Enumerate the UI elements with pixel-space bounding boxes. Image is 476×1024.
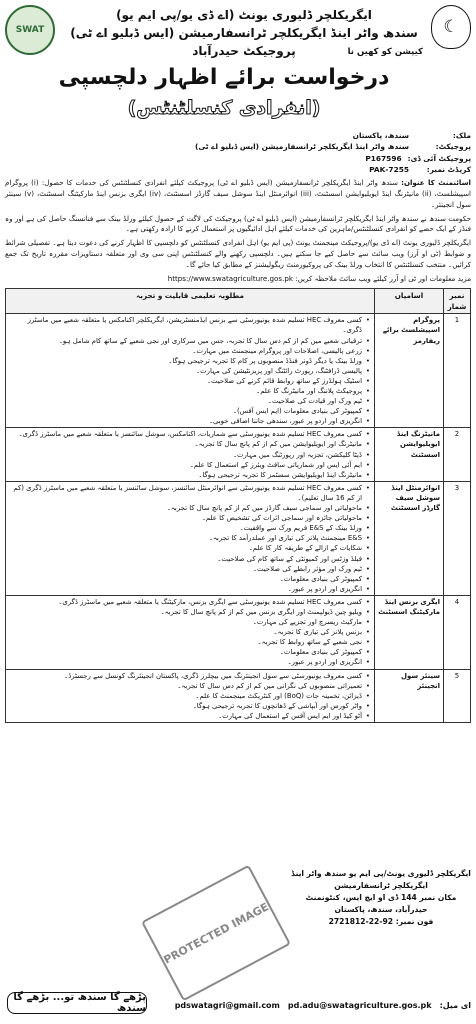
- requirements-list: [9, 671, 371, 721]
- info-row: [5, 130, 471, 141]
- invitation-paragraph: [5, 238, 471, 270]
- requirement-item: • انگریزی اور اردو پر عبور۔: [9, 657, 362, 667]
- position-requirements: [6, 428, 375, 481]
- swat-logo-icon: [5, 5, 55, 55]
- requirement-item: • ٹیم ورک اور مؤثر رابطے کی صلاحیت۔: [9, 564, 362, 574]
- requirement-item: • انگریزی اور اردو پر عبور۔: [9, 584, 362, 594]
- requirement-item: • تعمیراتی منصوبوں کی نگرانی میں کم از کم دس سال کا تجربہ۔: [9, 681, 362, 691]
- requirement-item: • زرعی پالیسی، اصلاحات اور پروگرام مینجمنٹ میں مہارت۔: [9, 346, 362, 356]
- info-label: پروجیکٹ آئی ڈی:: [407, 153, 471, 163]
- position-name: ایگری بزنس اینڈ مارکیٹنگ اسسٹنٹ: [375, 595, 444, 669]
- row-number: 1: [444, 314, 471, 428]
- website-text: مزید معلومات اور ٹی او آرز کیلئے ویب سائٹ ملاحظہ کریں:: [295, 273, 471, 283]
- requirement-item: • ڈیزائن، تخمینہ جات (BoQ) اور کنٹریکٹ مینجمنٹ کا علم۔: [9, 691, 362, 701]
- requirement-item: • شکایات کے ازالے کے طریقہ کار کا علم۔: [9, 543, 362, 553]
- row-number: 2: [444, 428, 471, 481]
- column-header-requirements: مطلوبہ تعلیمی قابلیت و تجربہ: [6, 289, 375, 314]
- info-value: P167596: [365, 153, 402, 163]
- requirement-item: • اسٹیک ہولڈرز کے ساتھ روابط قائم کرنے کی صلاحیت۔: [9, 376, 362, 386]
- financing-paragraph: [5, 214, 471, 236]
- protected-image-watermark: PROTECTED IMAGE: [141, 865, 291, 1002]
- info-value: 7255-PAK: [369, 164, 409, 174]
- invitation-text: ایگریکلچر ڈلیوری یونٹ (اے ڈی یو)/پروجیکٹ مینجمنٹ یونٹ (پی ایم یو) اہل انفرادی کنسلٹنٹس کو دلچسپی کا اظہار کرنے کی دعوت دیتا ہے۔ تفصیلی شرائط و ضوابط (ٹی او آرز) ویب سائٹ سے حاصل کیے جا سکتے ہیں۔ دلچسپی رکھنے والے کنسلٹنٹس اپنی سی وی اور متعلقہ دستاویزات مقررہ تاریخ تک جمع کرائیں۔ منتخب کنسلٹنٹس کا انتخاب ورلڈ بینک کی پروکیورمنٹ ریگولیشنز کے مطابق کیا جائے گا۔: [5, 238, 471, 269]
- assignment-text: سندھ واٹر اینڈ ایگریکلچر ٹرانسفارمیشن (ایس ڈبلیو اے ٹی) پروجیکٹ کیلئے انفرادی کنسلٹنٹس کی خدمات کا حصول: (i) پروگرام اسپیشلسٹ، (ii) مانیٹرنگ اینڈ ایویلیوایشن اسسٹنٹ، (iii) انوائرمنٹل اینڈ سوشل سیف گارڈز اسسٹنٹ، (iv) ایگری بزنس اینڈ مارکیٹنگ اسسٹنٹ، (v) سینئر سول انجینئر۔: [5, 178, 471, 209]
- requirement-item: • مانیٹرنگ اور ایویلیوایشن میں کم از کم پانچ سال کا تجربہ۔: [9, 439, 362, 449]
- info-row: [5, 141, 471, 152]
- government-emblem-icon: ☾: [431, 5, 471, 49]
- header: [5, 3, 471, 63]
- position-requirements: [6, 314, 375, 428]
- requirement-item: • مانیٹرنگ اینڈ ایویلیوایشن سسٹمز کا تجربہ ترجیحی ہوگا۔: [9, 470, 362, 480]
- positions-table: [5, 288, 471, 723]
- table-row: [6, 669, 471, 722]
- org-line-2: سندھ واٹر اینڈ ایگریکلچر ٹرانسفارمیشن (ایس ڈبلیو اے ٹی) پروجیکٹ حیدرآباد: [70, 26, 418, 58]
- requirement-item: • کسی معروف HEC تسلیم شدہ یونیورسٹی سے ایگری بزنس، مارکیٹنگ یا متعلقہ شعبے میں ماسٹرز ڈگری۔: [9, 597, 362, 607]
- requirement-item: • ویلیو چین ڈیولپمنٹ اور ایگری بزنس میں کم از کم پانچ سال کا تجربہ۔: [9, 607, 362, 617]
- email-address-secondary[interactable]: pdswatagri@gmail.com: [174, 1001, 280, 1010]
- requirements-list: [9, 483, 371, 594]
- requirement-item: • ترقیاتی شعبے میں کم از کم دس سال کا تجربہ، جس میں سرکاری اور نجی شعبے کے ساتھ کام شامل ہو۔: [9, 336, 362, 346]
- requirement-item: • E&S مینجمنٹ پلانز کی تیاری اور عملدرآمد کا تجربہ۔: [9, 533, 362, 543]
- email-line: [175, 1001, 471, 1010]
- financing-text: حکومت سندھ نے سندھ واٹر اینڈ ایگریکلچر ٹرانسفارمیشن (ایس ڈبلیو اے ٹی) پروجیکٹ کی لاگت کے حصول کیلئے ورلڈ بینک سے فنانسنگ حاصل کی ہے اور وہ فنڈز کے ایک حصے کو انفرادی کنسلٹنٹس/ماہرین کی خدمات کیلئے اہل ادائیگیوں پر استعمال کرنے کا ارادہ رکھتی ہے۔: [5, 213, 471, 234]
- phone-number: فون نمبر: 92-22-2721812: [328, 917, 434, 926]
- row-number: 5: [444, 669, 471, 722]
- address-line-1: ایگریکلچر ڈلیوری یونٹ/پی ایم یو سندھ واٹر اینڈ ایگریکلچر ٹرانسفارمیشن: [291, 869, 471, 890]
- info-row: [5, 153, 471, 164]
- requirement-item: • پروجیکٹ پلاننگ اور مانیٹرنگ کا علم۔: [9, 386, 362, 396]
- info-value: سندھ، پاکستان: [352, 131, 409, 140]
- requirement-item: • پالیسی ڈرافٹنگ، رپورٹ رائٹنگ اور پریزنٹیشن کی مہارت۔: [9, 366, 362, 376]
- info-label: پروجیکٹ:: [435, 142, 471, 152]
- table-header-row: [6, 289, 471, 314]
- table-row: [6, 314, 471, 428]
- address-line-2: مکان نمبر 144 ڈی او ایچ ایس، کنٹونمنٹ حیدرآباد، سندھ، پاکستان: [305, 893, 457, 914]
- requirement-item: • فیلڈ وزٹس اور کمیونٹی کے ساتھ کام کی صلاحیت۔: [9, 554, 362, 564]
- requirement-item: • انگریزی اور اردو پر عبور، سندھی جاننا اضافی خوبی۔: [9, 416, 362, 426]
- caption-label: کیپشن کو کھیں نا: [347, 47, 423, 57]
- requirements-list: [9, 315, 371, 426]
- position-requirements: [6, 669, 375, 722]
- position-requirements: [6, 595, 375, 669]
- info-row: [5, 164, 471, 175]
- row-number: 4: [444, 595, 471, 669]
- requirement-item: • مارکیٹ ریسرچ اور تجزیے کی مہارت۔: [9, 617, 362, 627]
- requirement-item: • ماحولیاتی اور سماجی سیف گارڈز میں کم از کم پانچ سال کا تجربہ۔: [9, 503, 362, 513]
- swat-logo-text: SWAT: [15, 25, 45, 35]
- requirement-item: • ڈیٹا کلیکشن، تجزیہ اور رپورٹنگ میں مہارت۔: [9, 450, 362, 460]
- title-line-2: (انفرادی کنسلٹنٹس): [127, 97, 321, 119]
- email-address-primary[interactable]: pd.adu@swatagriculture.gos.pk: [287, 1001, 432, 1010]
- email-label: ای میل:: [439, 1001, 471, 1010]
- position-name: پروگرام اسپیشلسٹ برائے ریفارمز: [375, 314, 444, 428]
- requirement-item: • کسی معروف یونیورسٹی سے سول انجینئرنگ میں بیچلرز ڈگری، پاکستان انجینئرنگ کونسل سے رجسٹرڈ۔: [9, 671, 362, 681]
- website-paragraph: [5, 274, 471, 285]
- table-row: [6, 595, 471, 669]
- info-value: سندھ واٹر اینڈ ایگریکلچر ٹرانسفارمیشن (ایس ڈبلیو اے ٹی): [194, 142, 409, 152]
- requirements-list: [9, 597, 371, 668]
- requirement-item: • بزنس پلانز کی تیاری کا تجربہ۔: [9, 627, 362, 637]
- requirement-item: • کسی معروف HEC تسلیم شدہ یونیورسٹی سے بزنس ایڈمنسٹریشن، ایگریکلچر اکنامکس یا متعلقہ شعبے میں ماسٹرز ڈگری۔: [9, 315, 362, 335]
- position-name: سینئر سول انجینئر: [375, 669, 444, 722]
- requirement-item: • آٹو کیڈ اور ایم ایس آفس کے استعمال کی مہارت۔: [9, 711, 362, 721]
- row-number: 3: [444, 481, 471, 595]
- info-label: کریڈٹ نمبر:: [426, 164, 471, 174]
- assignment-title-label: اسائنمنٹ کا عنوان:: [401, 178, 471, 188]
- requirement-item: • ٹیم ورک اور قیادت کی صلاحیت۔: [9, 396, 362, 406]
- title-banner: [37, 63, 411, 127]
- requirement-item: • کمپیوٹر کی بنیادی معلومات (ایم ایس آفس)۔: [9, 406, 362, 416]
- requirement-item: • ایم آئی ایس اور شماریاتی سافٹ ویئرز کے استعمال کا علم۔: [9, 460, 362, 470]
- website-link[interactable]: https://www.swatagriculture.gos.pk: [167, 273, 293, 283]
- education-slogan: پڑھے گا سندھ تو... بڑھے گا سندھ: [7, 992, 147, 1014]
- requirement-item: • ورلڈ بینک یا دیگر ڈونر فنڈڈ منصوبوں پر کام کا تجربہ ترجیحی ہوگا۔: [9, 356, 362, 366]
- info-label: ملک:: [452, 131, 471, 140]
- requirement-item: • ماحولیاتی جائزہ اور سماجی اثرات کی تشخیص کا علم۔: [9, 513, 362, 523]
- requirement-item: • کسی معروف HEC تسلیم شدہ یونیورسٹی سے شماریات، اکنامکس، سوشل سائنسز یا متعلقہ شعبے میں ماسٹرز ڈگری۔: [9, 429, 362, 439]
- requirement-item: • ورلڈ بینک کے E&S فریم ورک سے واقفیت۔: [9, 523, 362, 533]
- position-name: انوائرمنٹل اینڈ سوشل سیف گارڈز اسسٹنٹ: [375, 481, 444, 595]
- column-header-number: نمبر شمار: [444, 289, 471, 314]
- project-info: [5, 130, 471, 175]
- position-requirements: [6, 481, 375, 595]
- table-row: [6, 481, 471, 595]
- requirement-item: • نجی شعبے کے ساتھ روابط کا تجربہ۔: [9, 637, 362, 647]
- requirement-item: • کمپیوٹر کی بنیادی معلومات۔: [9, 647, 362, 657]
- title-line-1: درخواست برائے اظہار دلچسپی: [58, 65, 390, 90]
- requirement-item: • کسی معروف HEC تسلیم شدہ یونیورسٹی سے انوائرمنٹل سائنسز، سوشل سائنسز یا متعلقہ شعبے میں ماسٹرز ڈگری (کم از کم 16 سال تعلیم)۔: [9, 483, 362, 503]
- requirement-item: • کمپیوٹر کی بنیادی معلومات۔: [9, 574, 362, 584]
- org-line-1: ایگریکلچر ڈلیوری یونٹ (اے ڈی یو/پی ایم یو): [116, 8, 372, 22]
- contact-address: [291, 868, 471, 960]
- requirements-list: [9, 429, 371, 479]
- footer: [5, 868, 471, 1018]
- column-header-position: اسامیاں: [375, 289, 444, 314]
- requirement-item: • واٹر کورس اور آبپاشی کے ڈھانچوں کا تجربہ ترجیحی ہوگا۔: [9, 701, 362, 711]
- table-row: [6, 428, 471, 481]
- position-name: مانیٹرنگ اینڈ ایویلیوایشن اسسٹنٹ: [375, 428, 444, 481]
- assignment-paragraph: [5, 178, 471, 210]
